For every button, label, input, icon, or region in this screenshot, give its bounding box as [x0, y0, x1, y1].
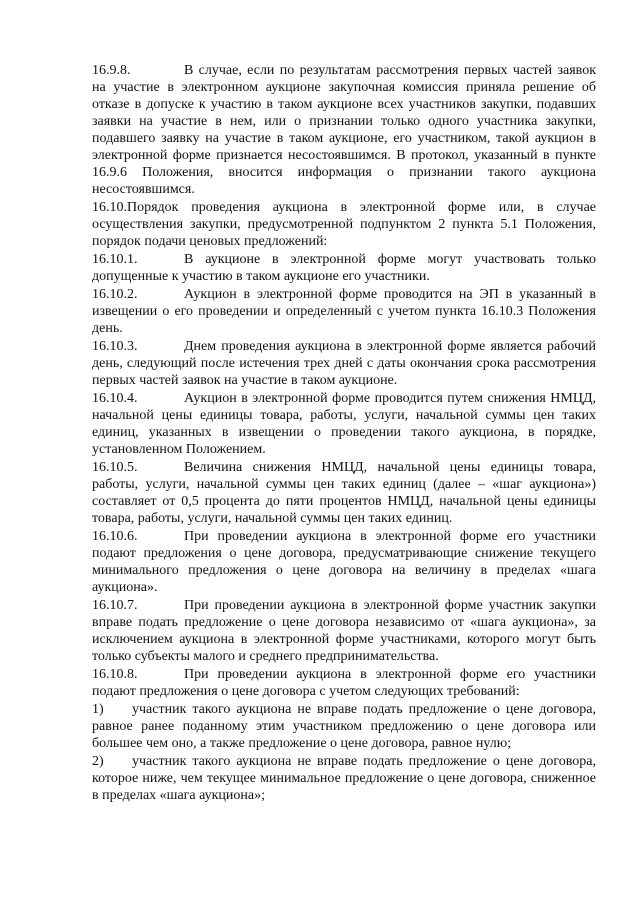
paragraph-16-10-8: [92, 666, 596, 700]
paragraph-16-10-3: [92, 338, 596, 389]
paragraph-16-10-1: [92, 251, 596, 285]
clause-text: В аукционе в электронной форме могут участвовать только допущенные к участию в таком аукционе его участники.: [92, 252, 596, 284]
clause-number: 16.10.8.: [92, 667, 138, 682]
list-item-2: [92, 753, 596, 804]
paragraph-16-10-4: [92, 390, 596, 458]
list-item-text: участник такого аукциона не вправе подать предложение о цене договора, которое ниже, чем текущее минимальное предложение о цене договора, сниженное в пределах «шага аукциона»;: [92, 754, 596, 803]
clause-text: Порядок проведения аукциона в электронной форме или, в случае осуществления закупки, предусмотренной подпунктом 2 пункта 5.1 Положения, порядок подачи ценовых предложений:: [92, 200, 596, 249]
clause-text: При проведении аукциона в электронной форме его участники подают предложения о цене договора с учетом следующих требований:: [92, 667, 596, 699]
clause-text: При проведении аукциона в электронной форме его участники подают предложения о цене договора, предусматривающие снижение текущего минимального предложения о цене договора на величину в пределах «шага аукциона».: [92, 529, 596, 595]
clause-number: 16.10.1.: [92, 252, 138, 267]
clause-text: Днем проведения аукциона в электронной форме является рабочий день, следующий после истечения трех дней с даты окончания срока рассмотрения первых частей заявок на участие в таком аукционе.: [92, 339, 596, 388]
document-body: [92, 62, 596, 805]
paragraph-16-10: [92, 199, 596, 250]
clause-text: При проведении аукциона в электронной форме участник закупки вправе подать предложение о цене договора независимо от «шага аукциона», за исключением аукциона в электронной форме участниками, которого могут быть только субъекты малого и среднего предпринимательства.: [92, 598, 596, 664]
clause-number: 16.10.4.: [92, 391, 138, 406]
list-item-text: участник такого аукциона не вправе подать предложение о цене договора, равное ранее поданному этим участником предложению о цене договора или большее чем оно, а также предложение о цене договора, равное нулю;: [92, 702, 596, 751]
paragraph-16-10-5: [92, 459, 596, 527]
clause-text: Аукцион в электронной форме проводится путем снижения НМЦД, начальной цены единицы товара, работы, услуги, начальной суммы цен таких единиц, указанных в извещении о проведении такого аукциона, в порядке, установленном Положением.: [92, 391, 596, 457]
paragraph-16-10-6: [92, 528, 596, 596]
paragraph-16-10-7: [92, 597, 596, 665]
paragraph-16-9-8: [92, 62, 596, 198]
paragraph-16-10-2: [92, 286, 596, 337]
clause-number: 16.10.: [92, 200, 127, 215]
clause-text: Аукцион в электронной форме проводится на ЭП в указанный в извещении о его проведении и определенный с учетом пункта 16.10.3 Положения день.: [92, 287, 596, 336]
clause-number: 16.10.6.: [92, 529, 138, 544]
clause-text: Величина снижения НМЦД, начальной цены единицы товара, работы, услуги, начальной суммы цен таких единиц (далее – «шаг аукциона») составляет от 0,5 процента до пяти процентов НМЦД, начальной цены единицы товара, работы, услуги, начальной суммы цен таких единиц.: [92, 460, 596, 526]
clause-number: 16.10.5.: [92, 460, 138, 475]
clause-number: 16.9.8.: [92, 63, 131, 78]
list-item-number: 1): [92, 702, 104, 717]
clause-text: В случае, если по результатам рассмотрения первых частей заявок на участие в электронном аукционе закупочная комиссия приняла решение об отказе в допуске к участию в таком аукционе всех участников закупки, подавших заявки на участие в нем, или о признании только одного участника закупки, подавшего заявку на участие в таком аукционе, его участником, такой аукцион в электронной форме признается несостоявшимся. В протокол, указанный в пункте 16.9.6 Положения, вносится информация о признании такого аукциона несостоявшимся.: [92, 63, 596, 197]
clause-number: 16.10.7.: [92, 598, 138, 613]
clause-number: 16.10.2.: [92, 287, 138, 302]
list-item-number: 2): [92, 754, 104, 769]
clause-number: 16.10.3.: [92, 339, 138, 354]
list-item-1: [92, 701, 596, 752]
